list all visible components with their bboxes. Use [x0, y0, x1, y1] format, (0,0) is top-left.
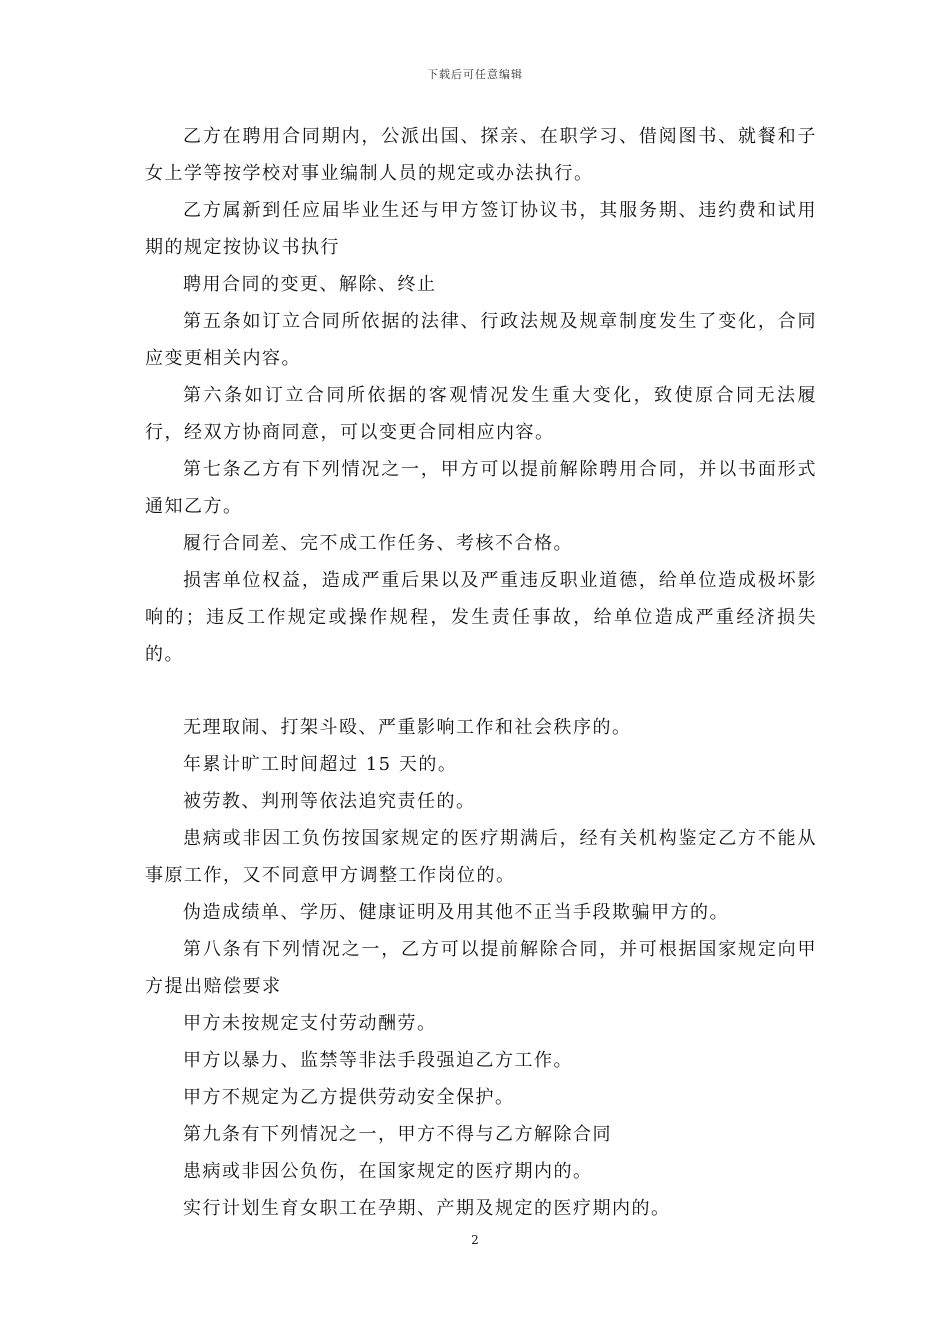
section-heading: 聘用合同的变更、解除、终止 — [183, 274, 437, 295]
article-9-item-1: 患病或非因公负伤，在国家规定的医疗期内的。 — [183, 1161, 593, 1182]
page-number: 2 — [471, 1233, 479, 1247]
article-6: 第六条如订立合同所依据的客观情况发生重大变化，致使原合同无法履行，经双方协商同意，可以变更合同相应内容。 — [145, 385, 817, 443]
article-7: 第七条乙方有下列情况之一，甲方可以提前解除聘用合同，并以书面形式通知乙方。 — [145, 459, 817, 517]
article-7-item-6: 患病或非因工负伤按国家规定的医疗期满后，经有关机构鉴定乙方不能从事原工作，又不同意甲方调整工作岗位的。 — [145, 828, 817, 886]
article-7-item-2: 损害单位权益，造成严重后果以及严重违反职业道德，给单位造成极坏影响的；违反工作规定或操作规程，发生责任事故，给单位造成严重经济损失的。 — [145, 570, 817, 665]
paragraph-2: 乙方属新到任应届毕业生还与甲方签订协议书，其服务期、违约费和试用期的规定按协议书执行 — [145, 200, 817, 258]
page-header: 下载后可任意编辑 — [427, 68, 523, 81]
article-8: 第八条有下列情况之一，乙方可以提前解除合同，并可根据国家规定向甲方提出赔偿要求 — [145, 939, 817, 997]
article-7-item-7: 伪造成绩单、学历、健康证明及用其他不正当手段欺骗甲方的。 — [183, 902, 729, 923]
article-8-item-3: 甲方不规定为乙方提供劳动安全保护。 — [183, 1087, 515, 1108]
article-5: 第五条如订立合同所依据的法律、行政法规及规章制度发生了变化，合同应变更相关内容。 — [145, 311, 817, 369]
article-7-item-4: 年累计旷工时间超过 15 天的。 — [183, 754, 458, 775]
article-8-item-1: 甲方未按规定支付劳动酬劳。 — [183, 1013, 437, 1034]
paragraph-1: 乙方在聘用合同期内，公派出国、探亲、在职学习、借阅图书、就餐和子女上学等按学校对事业编制人员的规定或办法执行。 — [145, 126, 817, 184]
article-7-item-1: 履行合同差、完不成工作任务、考核不合格。 — [183, 533, 573, 554]
article-9-item-2: 实行计划生育女职工在孕期、产期及规定的医疗期内的。 — [183, 1198, 671, 1219]
blank-line — [145, 673, 817, 709]
article-9: 第九条有下列情况之一，甲方不得与乙方解除合同 — [183, 1124, 612, 1145]
article-7-item-5: 被劳教、判刑等依法追究责任的。 — [183, 791, 476, 812]
document-body — [145, 118, 817, 1227]
article-8-item-2: 甲方以暴力、监禁等非法手段强迫乙方工作。 — [183, 1050, 573, 1071]
article-7-item-3: 无理取闹、打架斗殴、严重影响工作和社会秩序的。 — [183, 717, 632, 738]
